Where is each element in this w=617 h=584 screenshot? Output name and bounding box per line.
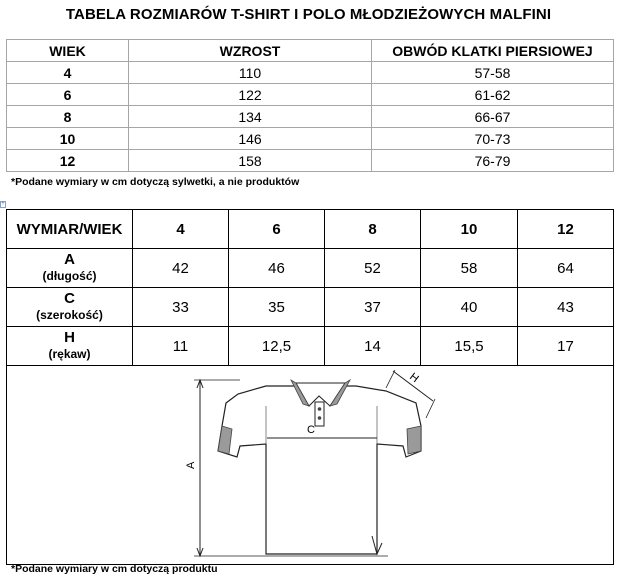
cell-chest: 66-67 [372, 106, 614, 128]
cell-age: 10 [7, 128, 129, 150]
table-row [7, 62, 614, 84]
column-header-age-10: 10 [421, 210, 518, 249]
dimension-letter: C [64, 290, 75, 307]
cell-age: 4 [7, 62, 129, 84]
cell-age: 8 [7, 106, 129, 128]
cell-value: 37 [325, 288, 421, 327]
table-row [7, 84, 614, 106]
cell-value: 58 [421, 249, 518, 288]
cell-chest: 76-79 [372, 150, 614, 172]
table-row [7, 288, 614, 327]
dimension-name: (rękaw) [48, 347, 91, 361]
dimension-name: (szerokość) [36, 308, 103, 322]
cell-value: 17 [518, 327, 614, 366]
cell-height: 146 [129, 128, 372, 150]
age-height-chest-table [6, 39, 614, 172]
cell-value: 12,5 [229, 327, 325, 366]
cell-chest: 70-73 [372, 128, 614, 150]
diagram-cell [7, 366, 614, 565]
column-header-chest: OBWÓD KLATKI PIERSIOWEJ [372, 40, 614, 62]
dimension-letter: H [64, 329, 75, 346]
cell-value: 15,5 [421, 327, 518, 366]
table-header-row [7, 210, 614, 249]
label-h: H [406, 370, 421, 386]
label-a: A [184, 461, 197, 469]
column-header-age: WIEK [7, 40, 129, 62]
cell-value: 52 [325, 249, 421, 288]
cell-height: 122 [129, 84, 372, 106]
cell-value: 42 [133, 249, 229, 288]
diagram-row [7, 366, 614, 565]
table-row [7, 106, 614, 128]
table-row [7, 327, 614, 366]
cell-height: 158 [129, 150, 372, 172]
cell-value: 35 [229, 288, 325, 327]
cell-value: 14 [325, 327, 421, 366]
table-header-row [7, 40, 614, 62]
cell-height: 134 [129, 106, 372, 128]
product-measurements-note: *Podane wymiary w cm dotyczą produktu [11, 563, 218, 575]
right-sleeve-cuff [407, 426, 421, 454]
row-label-width [7, 288, 133, 327]
cell-value: 40 [421, 288, 518, 327]
column-header-age-6: 6 [229, 210, 325, 249]
cell-chest: 61-62 [372, 84, 614, 106]
row-label-length [7, 249, 133, 288]
table-row [7, 128, 614, 150]
column-header-age-8: 8 [325, 210, 421, 249]
cell-value: 46 [229, 249, 325, 288]
cell-value: 43 [518, 288, 614, 327]
product-dimensions-table [6, 209, 614, 565]
cell-age: 12 [7, 150, 129, 172]
cell-chest: 57-58 [372, 62, 614, 84]
dimension-name: (długość) [42, 269, 97, 283]
table-move-handle-icon[interactable]: + [1, 201, 5, 207]
button-icon [317, 416, 321, 420]
label-c: C [306, 424, 315, 436]
column-header-age-12: 12 [518, 210, 614, 249]
polo-shirt-diagram [8, 366, 613, 560]
table-row [7, 249, 614, 288]
table-row [7, 150, 614, 172]
row-label-sleeve [7, 327, 133, 366]
body-measurements-note: *Podane wymiary w cm dotyczą sylwetki, a nie produktów [11, 176, 300, 188]
column-header-dimension: WYMIAR/WIEK [7, 210, 133, 249]
page-title: TABELA ROZMIARÓW T-SHIRT I POLO MŁODZIEŻOWYCH MALFINI [65, 6, 552, 23]
cell-height: 110 [129, 62, 372, 84]
dimension-letter: A [64, 251, 75, 268]
column-header-height: WZROST [129, 40, 372, 62]
cell-value: 64 [518, 249, 614, 288]
button-icon [317, 407, 321, 411]
cell-age: 6 [7, 84, 129, 106]
left-sleeve-cuff [218, 426, 232, 454]
cell-value: 11 [133, 327, 229, 366]
column-header-age-4: 4 [133, 210, 229, 249]
cell-value: 33 [133, 288, 229, 327]
placket [315, 402, 324, 426]
